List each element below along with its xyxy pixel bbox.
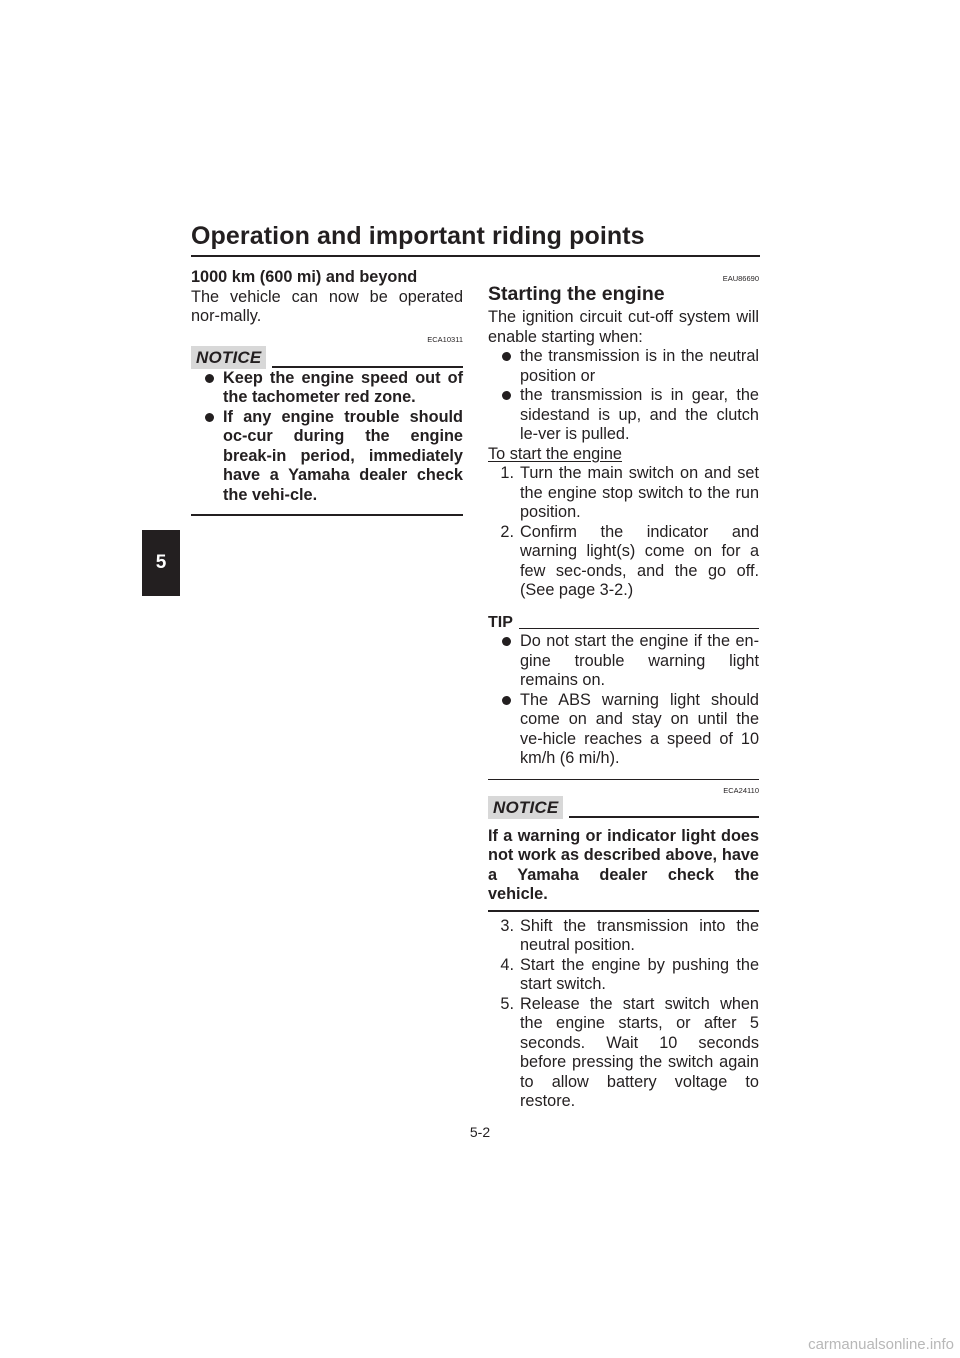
start-conditions [488, 347, 759, 445]
procedure-step: 3. Shift the transmission into the neutral position. [500, 916, 759, 954]
bullet-dot-icon [502, 352, 511, 361]
page-title: Operation and important riding points [191, 222, 645, 250]
title-rule [191, 255, 760, 257]
notice-end-rule [488, 910, 759, 912]
bullet-dot-icon [205, 413, 214, 422]
notice-rule [272, 366, 463, 368]
procedure-step: 5. Release the start switch when the engine starts, or after 5 seconds. Wait 10 seconds before pressing the switch again to allow battery voltage to restore. [500, 994, 759, 1110]
left-column [191, 268, 463, 516]
notice-code: ECA24110 [723, 785, 759, 795]
notice-label: NOTICE [488, 796, 563, 819]
notice-header [191, 346, 463, 369]
notice-end-rule [191, 514, 463, 516]
notice-bullet: If any engine trouble should oc-cur during the engine break-in period, immediately have a Yamaha dealer check the vehi-cle. [191, 408, 463, 506]
break-in-subheading: 1000 km (600 mi) and beyond [191, 268, 418, 286]
tip-bullet: Do not start the engine if the en-gine trouble warning light remains on. [488, 632, 759, 691]
condition-item: the transmission is in gear, the sidestand is up, and the clutch le-ver is pulled. [488, 386, 759, 445]
section-heading: Starting the engine [488, 283, 665, 305]
notice-code: ECA10311 [427, 334, 463, 344]
procedure-step: 4. Start the engine by pushing the start switch. [500, 955, 759, 993]
procedure-step: 2. Confirm the indicator and warning light(s) come on for a few sec-onds, and the go off. (See page 3-2.) [500, 522, 759, 599]
bullet-dot-icon [502, 637, 511, 646]
notice-rule [569, 816, 759, 818]
bullet-dot-icon [502, 391, 511, 400]
tip-rule [519, 628, 759, 629]
chapter-tab: 5 [142, 530, 180, 596]
tip-bullets [488, 632, 759, 769]
tip-header [488, 613, 759, 633]
notice-header [488, 796, 759, 819]
bullet-dot-icon [205, 374, 214, 383]
tip-bullet: The ABS warning light should come on and stay on until the ve-hicle reaches a speed of 10 km/h (6 mi/h). [488, 691, 759, 769]
watermark[interactable]: carmanualsonline.info [808, 1336, 954, 1353]
procedure-steps-b [488, 917, 759, 1112]
procedure-title: To start the engine [488, 444, 622, 463]
procedure-steps-a [488, 464, 759, 601]
notice-bullets [191, 369, 463, 506]
procedure-step: 1. Turn the main switch on and set the engine stop switch to the run position. [500, 464, 759, 521]
tip-label: TIP [488, 613, 513, 631]
section-code: EAU86690 [722, 274, 759, 283]
section-intro: The ignition circuit cut-off system will enable starting when: [488, 308, 759, 346]
notice-text: If a warning or indicator light does not work as described above, have a Yamaha dealer check the vehicle. [488, 826, 759, 903]
page-number: 5-2 [469, 1124, 491, 1140]
break-in-intro: The vehicle can now be operated nor-mally. [191, 287, 463, 325]
notice-label: NOTICE [191, 346, 266, 369]
notice-bullet: Keep the engine speed out of the tachometer red zone. [191, 369, 463, 408]
condition-item: the transmission is in the neutral position or [488, 347, 759, 386]
tip-end-rule [488, 779, 759, 780]
bullet-dot-icon [502, 696, 511, 705]
right-column [488, 274, 759, 1112]
